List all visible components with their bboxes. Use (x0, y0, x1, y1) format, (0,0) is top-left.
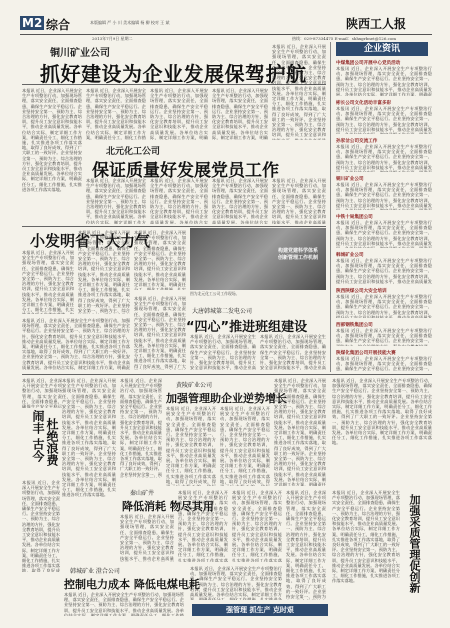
fourth-headline: “四心”推进班组建设 (186, 320, 308, 335)
bottom-mid-col-4 (274, 378, 326, 486)
sidebar-item-4: 铜川矿业公司 (336, 177, 364, 182)
photo-overlay-text: 构建党建科学体系 创新管理工作机制 (277, 248, 318, 261)
fourth-col-3 (260, 334, 326, 370)
lead-col-5 (272, 44, 326, 140)
section-name: 综合 (46, 18, 71, 32)
bottom-mid-col-1 (120, 378, 162, 478)
bottom-mid2-col-3 (232, 490, 282, 562)
sidebar-body-9 (336, 356, 432, 372)
sidebar-body-5 (336, 220, 432, 248)
third-col-3 (134, 230, 186, 290)
date-line: 2013年7月9日 星期二 (92, 36, 133, 41)
third-col-2 (78, 230, 130, 314)
sidebar-item-6: 韩城矿业公司 (336, 253, 364, 258)
hotline: 热线：029-87334475 E-mail：shhxgrbnet@126.com (292, 36, 397, 41)
fourth-col-1 (134, 296, 186, 370)
bottom-left-col-2 (62, 378, 116, 518)
bottom-right-col-2 (332, 490, 400, 616)
sidebar-body-3 (336, 144, 432, 172)
bottom-strip-col-2 (190, 566, 282, 600)
fourth-kicker: 大唐韩城第二发电公司 (192, 308, 253, 315)
third-rule (22, 226, 326, 227)
bottom-mid2-kicker: 秦山矿井 (130, 490, 155, 497)
lead-kicker: 铜川矿业公司 (50, 48, 110, 59)
bottom-right-col-1 (286, 490, 326, 600)
bottom-rule (22, 374, 432, 375)
lead-col-1 (22, 88, 82, 212)
third-col-4 (22, 318, 130, 370)
bottom-left-col-3 (22, 480, 60, 572)
sidebar-body-2 (336, 106, 432, 134)
third-col-1 (22, 250, 74, 314)
bottom-right-col-3 (332, 378, 432, 486)
paper-name: 陕西工人报 (346, 17, 407, 31)
bottom-left-headline-b: 杜绝浪费 (45, 418, 59, 466)
bottom-mid2-col-1 (120, 514, 174, 562)
sidebar-body-6 (336, 258, 432, 284)
bottom-left-col-1 (22, 378, 62, 408)
meta-line: 本版编辑 严 小 川 美术编辑 杨 柳 校对 王 斌 (90, 20, 170, 25)
lead-col-3 (150, 88, 208, 140)
second-kicker: 北元化工公司 (106, 147, 161, 157)
bottom-strip-headline: 控制电力成本 降低电煤电耗 (64, 578, 200, 591)
sidebar-item-1: 中煤集团公司开展中心党员活动 (336, 61, 401, 66)
second-col-1 (86, 178, 146, 224)
sidebar-item-5: 中铁十局集团公司 (336, 215, 373, 220)
second-col-3 (212, 178, 268, 224)
bottom-strip-kicker: 韩城矿业 澄合公司 (70, 568, 120, 575)
sidebar-body-8 (336, 328, 432, 346)
sidebar-body-7 (336, 294, 432, 318)
bottom-strip-col-1 (64, 592, 184, 616)
bottom-mid2-headline: 降低消耗 物尽其用 (122, 500, 214, 513)
bottom-strip-banner: 强管理 抓生产 克时艰 (192, 604, 328, 616)
bottom-mid-col-2 (166, 406, 216, 486)
news-photo (190, 228, 326, 290)
bottom-right-headline: 加强采质管理促创新 (408, 494, 421, 593)
bottom-mid-headline: 加强管理助企业逆势增长 (166, 392, 287, 405)
sidebar-item-7: 陕西陕煤公司大安全培训 (336, 289, 387, 294)
lead-headline: 抓好建设为企业发展保驾护航 (40, 62, 307, 86)
second-headline: 保证质量好发展党员工作 (92, 161, 279, 181)
second-col-2 (150, 178, 208, 224)
sidebar-body-4 (336, 182, 432, 210)
sidebar-item-3: 孙家岔公司交流工作 (336, 139, 378, 144)
bottom-mid2-col-2 (178, 490, 228, 562)
sidebar-item-8: 西部钢铁集团公司 (336, 323, 373, 328)
page-tag: M2 (22, 16, 43, 30)
sidebar-title: 企业资讯 (336, 42, 428, 56)
masthead (20, 14, 432, 34)
bottom-left-headline-a: 闹丰 古今 (31, 410, 45, 463)
lead-col-4 (212, 88, 268, 140)
lead-col-2 (86, 88, 146, 140)
sidebar-divider (330, 42, 331, 372)
photo-caption: 图为北元化工公司工作现场。 (190, 291, 240, 296)
sidebar-item-2: 彬长公司文化活动丰富多彩 (336, 101, 392, 106)
third-headline: 小发明省下大力气 (30, 232, 151, 250)
sidebar-body-1 (336, 66, 432, 96)
fourth-col-2 (190, 334, 256, 370)
bottom-mid-kicker: 黄陵矿业公司 (176, 382, 213, 389)
sidebar-item-9: 陕煤化集团公司开展技能大赛 (336, 351, 396, 356)
second-col-4 (272, 178, 326, 224)
bottom-mid-col-3 (220, 406, 270, 486)
